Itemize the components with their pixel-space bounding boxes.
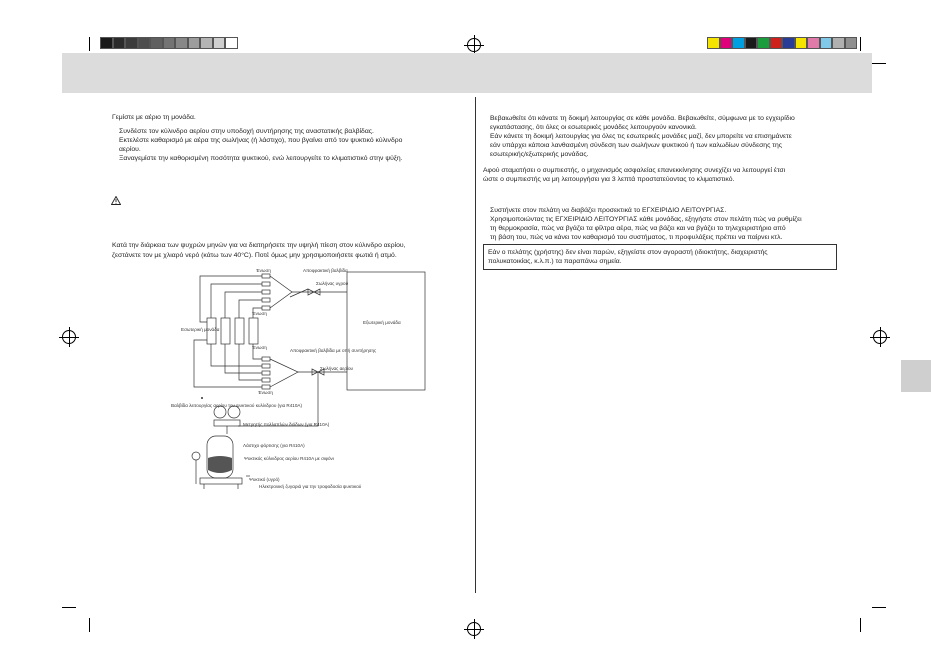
note-line: πολυκατοικίας, κ.λ.π.) τα παραπάνω σημεία.	[488, 258, 622, 265]
color-swatch	[807, 37, 820, 49]
color-swatch	[795, 37, 808, 49]
check-line: Εάν κάνετε τη δοκιμή λειτουργίας για όλες τις εσωτερικές μονάδες μαζί, δεν μπορείτε να επισημάνετε	[490, 133, 792, 140]
color-swatch	[213, 37, 226, 49]
column-divider	[475, 97, 476, 593]
crop-mark	[872, 607, 886, 608]
diagram-label-union: Ένωση	[256, 268, 271, 273]
diagram-label-outdoor-unit: Εξωτερική μονάδα	[363, 320, 401, 325]
color-swatch	[163, 37, 176, 49]
check-line: εάν υπάρχει κάποια λανθασμένη σύνδεση των σωλήνων ψυκτικού ή των καλωδίων σύνδεσης της	[490, 142, 782, 149]
check-line: εσωτερικής/εξωτερικής μονάδας.	[490, 151, 589, 158]
process-color-bar	[707, 37, 857, 49]
explain-line: Χρησιμοποιώντας τις ΕΓΧΕΙΡΙΔΙΟ ΛΕΙΤΟΥΡΓΙΑΣ κάθε μονάδας, εξηγήστε στον πελάτη πώς να ρυθμίζει	[490, 216, 802, 223]
diagram-label-manifold-gauge: Μετρητής πολλαπλών διόδων (για R410A)	[243, 422, 330, 427]
diagram-label-gas-pipe: Σωλήνας αερίου	[320, 366, 354, 371]
refrigerant-charging-diagram	[180, 262, 430, 497]
color-swatch	[138, 37, 151, 49]
crop-mark	[89, 618, 90, 632]
color-swatch	[782, 37, 795, 49]
registration-mark-icon	[467, 38, 481, 52]
section-tab	[901, 360, 931, 392]
step-title: Γεμίστε με αέριο τη μονάδα.	[112, 114, 196, 121]
step-line: Ξαναγεμίστε την καθορισμένη ποσότητα ψυκτικού, ενώ λειτουργείτε το κλιματιστικό στην ψύξη.	[119, 155, 403, 162]
color-swatch	[845, 37, 858, 49]
color-swatch	[732, 37, 745, 49]
explain-line: τη θερμοκρασία, πώς να βγάζει τα φίλτρα αέρα, πώς να βάζει και να βγάζει το τηλεχειριστήριο από	[490, 225, 786, 232]
diagram-label-union: Ένωση	[252, 311, 267, 316]
color-swatch	[188, 37, 201, 49]
check-line: εγκατάστασης, ότι όλες οι εσωτερικές μονάδες λειτουργούν κανονικά.	[490, 124, 697, 131]
diagram-label-stop-valve: Αποφρακτική βαλβίδα	[303, 268, 348, 273]
color-swatch	[745, 37, 758, 49]
registration-mark-icon	[873, 330, 887, 344]
color-swatch	[832, 37, 845, 49]
crop-mark	[860, 37, 861, 51]
diagram-label-refrigerant: Ψυκτικό (υγρό)	[249, 477, 280, 482]
diagram-label-cylinder-valve: Βαλβίδα λειτουργίας αερίου του ψυκτικού κυλίνδρου (για R410A)	[171, 403, 302, 408]
diagram-label-union: Ένωση	[258, 390, 273, 395]
color-swatch	[175, 37, 188, 49]
warning-icon	[111, 196, 121, 205]
diagram-label-indoor-unit: Εσωτερική μονάδα	[181, 327, 220, 332]
step-line: αερίου.	[119, 146, 141, 153]
gray-color-bar	[100, 37, 238, 49]
diagram-label-charge-hose: Λάστιχο φόρτισης (για R410A)	[243, 443, 305, 448]
crop-mark	[872, 63, 886, 64]
explain-line: Συστήνετε στον πελάτη να διαβάζει προσεκτικά το ΕΓΧΕΙΡΙΔΙΟ ΛΕΙΤΟΥΡΓΙΑΣ.	[490, 207, 727, 214]
restart-line: ώστε ο συμπιεστής να μη λειτουργήσει για 3 λεπτά προστατεύοντας το κλιματιστικό.	[483, 176, 735, 183]
explain-line: τη βάση του, πώς να κάνει τον καθαρισμό του συστήματος, τι προφυλάξεις πρέπει να παίρνει κτλ.	[490, 234, 783, 241]
note-line: Εάν ο πελάτης (χρήστης) δεν είναι παρών, εξηγείστε στον αγοραστή (ιδιοκτήτης, διαχειριστής	[488, 249, 768, 256]
color-swatch	[820, 37, 833, 49]
diagram-label-cylinder: Ψυκτικός κύλινδρος αερίου R410A με σιφόνι	[244, 456, 334, 461]
color-swatch	[200, 37, 213, 49]
restart-line: Αφού σταματήσει ο συμπιεστής, ο μηχανισμός ασφαλείας επανεκκίνησης συνεχίζει να λειτουργεί έτσι	[483, 167, 786, 174]
diagram-label-union: Ένωση	[252, 345, 267, 350]
crop-mark	[89, 37, 90, 51]
registration-mark-icon	[62, 330, 76, 344]
color-swatch	[225, 37, 238, 49]
check-line: Βεβαιωθείτε ότι κάνατε τη δοκιμή λειτουργίας σε κάθε μονάδα. Βεβαιωθείτε, σύμφωνα με το εγχειρίδιο	[490, 115, 795, 122]
color-swatch	[720, 37, 733, 49]
color-swatch	[100, 37, 113, 49]
diagram-label-stop-valve-service: Αποφρακτική βαλβίδα με οπή συντήρησης	[290, 348, 377, 353]
step-line: Συνδέστε τον κύλινδρο αερίου στην υποδοχή συντήρησης της αναστατικής βαλβίδας.	[119, 128, 374, 135]
diagram-label-liquid-pipe: Σωλήνας υγρού	[316, 281, 349, 286]
color-swatch	[770, 37, 783, 49]
color-swatch	[150, 37, 163, 49]
color-swatch	[125, 37, 138, 49]
color-swatch	[707, 37, 720, 49]
color-swatch	[113, 37, 126, 49]
warning-text: ζεστάνετε τον με χλιαρό νερό (κάτω των 40°C). Ποτέ όμως μην χρησιμοποιήσετε φωτιά ή ατμό.	[112, 252, 397, 259]
warning-text: Κατά την διάρκεια των ψυχρών μηνών για να διατηρήσετε την υψηλή πίεση στον κύλινδρο αερίου,	[112, 242, 406, 249]
crop-mark	[62, 607, 76, 608]
header-band	[62, 53, 872, 93]
registration-mark-icon	[467, 622, 481, 636]
diagram-label-scale: Ηλεκτρονική ζυγαριά για την τροφοδοσία ψυκτικού	[259, 484, 362, 489]
crop-mark	[860, 618, 861, 632]
step-line: Εκτελέστε καθαρισμό με αέρα της σωλήνας (ή λάστιχο), που βγαίνει από τον ψυκτικό κύλινδρο	[119, 137, 403, 144]
color-swatch	[757, 37, 770, 49]
